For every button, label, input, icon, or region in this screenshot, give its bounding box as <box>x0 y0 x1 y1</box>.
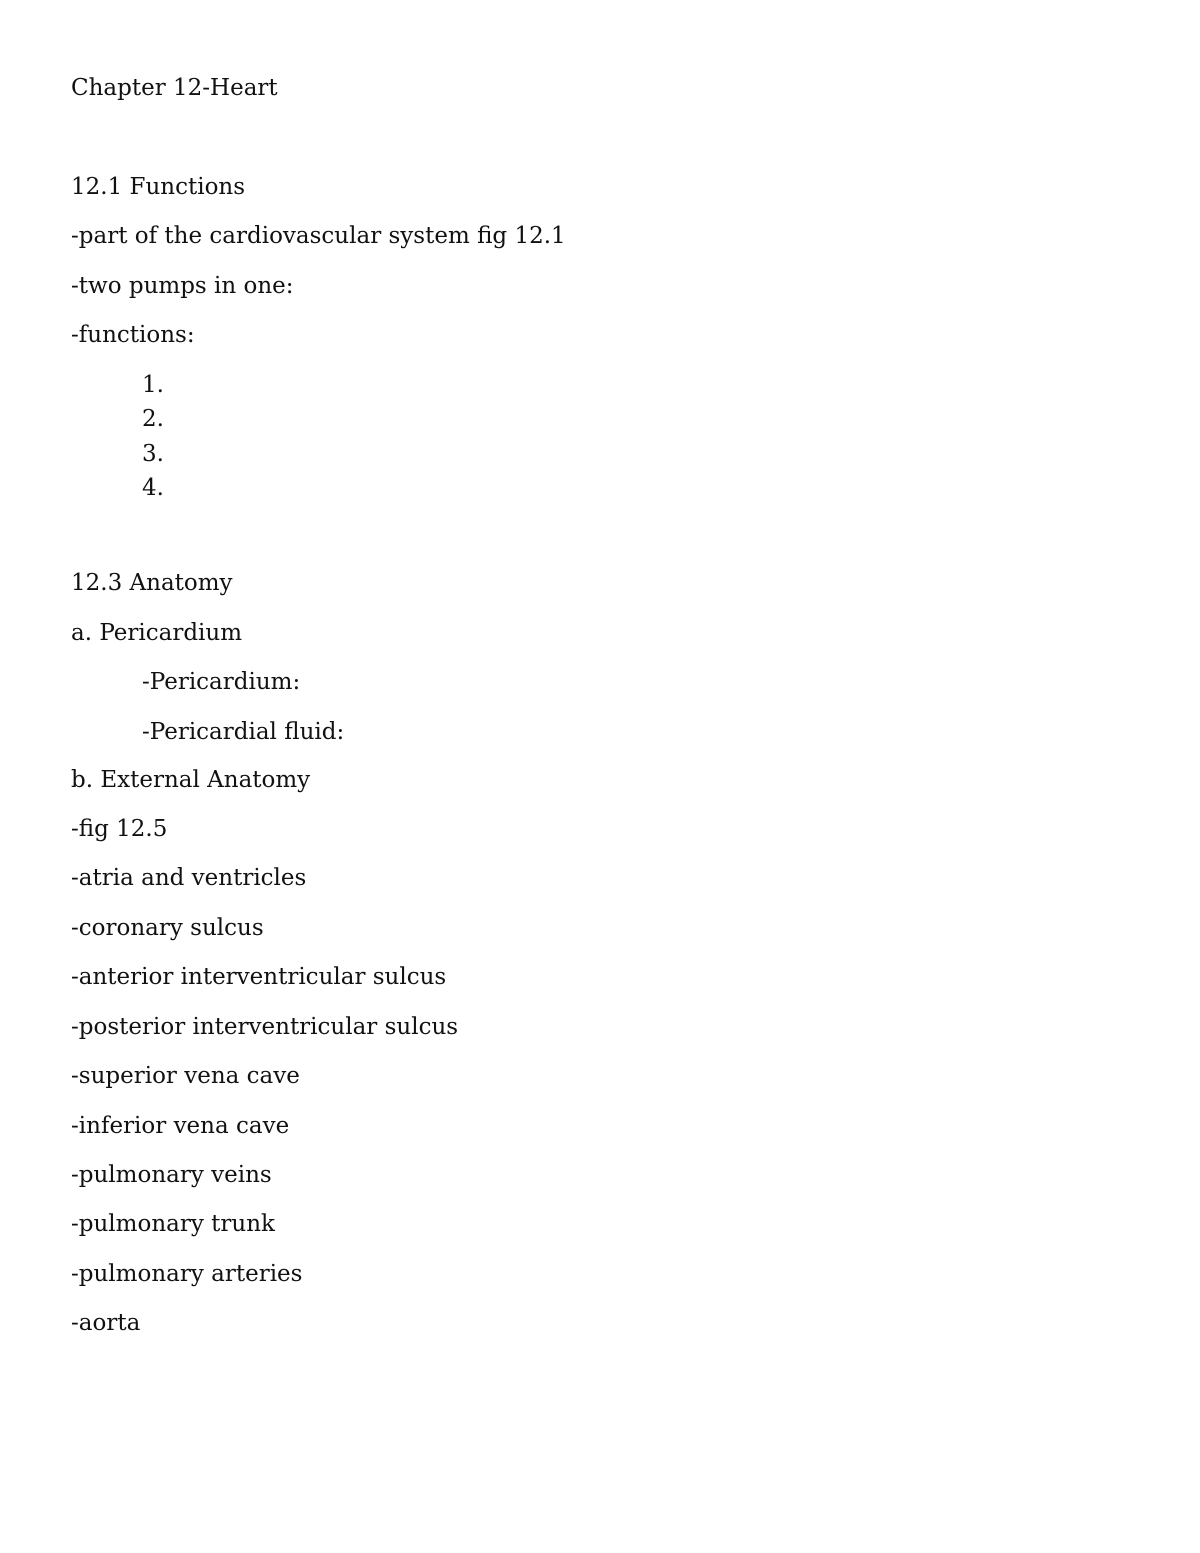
functions-line: -functions: <box>71 322 195 348</box>
functions-line: -two pumps in one: <box>71 273 294 299</box>
external-item: -fig 12.5 <box>71 816 168 842</box>
external-item: -pulmonary trunk <box>71 1211 275 1237</box>
numbered-item: 2. <box>142 406 164 432</box>
document-title: Chapter 12-Heart <box>71 75 278 101</box>
external-item: -pulmonary veins <box>71 1162 272 1188</box>
section-heading-anatomy: 12.3 Anatomy <box>71 570 233 596</box>
pericardium-item: -Pericardial fluid: <box>142 719 345 745</box>
numbered-item: 1. <box>142 372 164 398</box>
subsection-label-external: b. External Anatomy <box>71 767 311 793</box>
external-item: -anterior interventricular sulcus <box>71 964 447 990</box>
external-item: -atria and ventricles <box>71 865 307 891</box>
external-item: -aorta <box>71 1310 141 1336</box>
external-item: -inferior vena cave <box>71 1113 290 1139</box>
functions-line: -part of the cardiovascular system fig 12.1 <box>71 223 566 249</box>
section-heading-functions: 12.1 Functions <box>71 174 246 200</box>
subsection-label-pericardium: a. Pericardium <box>71 620 243 646</box>
external-item: -coronary sulcus <box>71 915 264 941</box>
numbered-item: 3. <box>142 441 164 467</box>
pericardium-item: -Pericardium: <box>142 669 301 695</box>
external-item: -pulmonary arteries <box>71 1261 303 1287</box>
external-item: -posterior interventricular sulcus <box>71 1014 459 1040</box>
numbered-item: 4. <box>142 475 164 501</box>
external-item: -superior vena cave <box>71 1063 300 1089</box>
